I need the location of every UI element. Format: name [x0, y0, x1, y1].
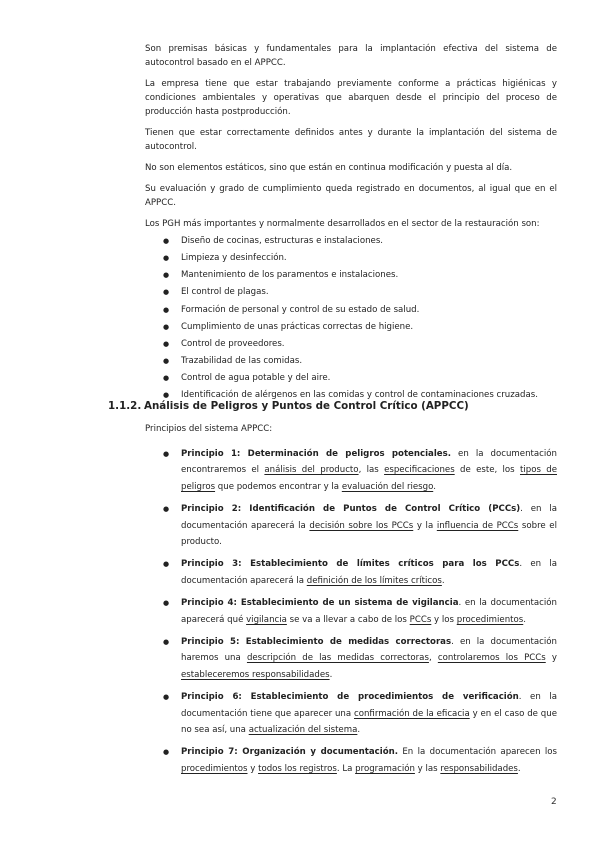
principle-item: [145, 689, 557, 738]
principle-text: que podemos encontrar y la: [215, 481, 342, 492]
intro-paragraph: Tienen que estar correctamente definidos antes y durante la implantación del sistema de autocontrol.: [145, 128, 557, 153]
principle-text: ,: [428, 653, 438, 664]
doc-reference-link[interactable]: procedimientos: [456, 614, 524, 625]
list-item: ● Trazabilidad de las comidas.: [145, 354, 557, 368]
doc-reference-link[interactable]: descripción de las medidas correctoras: [246, 653, 429, 664]
doc-reference-link[interactable]: programación: [355, 763, 415, 774]
doc-reference-link[interactable]: todos los registros: [258, 763, 337, 774]
list-item: ● Formación de personal y control de su estado de salud.: [145, 303, 557, 317]
principle-text: y: [545, 653, 557, 664]
principles-list: [145, 446, 557, 777]
doc-reference-link[interactable]: confirmación de la eficacia: [354, 708, 470, 719]
principle-title: Principio 3: Establecimiento de límites críticos para los PCCs: [181, 559, 520, 570]
list-item: ● Control de proveedores.: [145, 337, 557, 351]
principle-text: y la: [413, 520, 437, 531]
appcc-section: [145, 422, 557, 783]
principle-text: y: [247, 763, 259, 774]
principle-text: . en la documentación aparecerá qué: [181, 598, 557, 625]
intro-paragraph: Los PGH más importantes y normalmente desarrollados en el sector de la restauración son:: [145, 219, 540, 229]
section-number: 1.1.2.: [108, 400, 142, 412]
doc-reference-link[interactable]: definición de los límites críticos: [306, 575, 442, 586]
principle-title: Principio 2: Identificación de Puntos de Control Crítico (PCCs): [181, 504, 521, 515]
principle-text: en la documentación encontraremos el: [181, 449, 557, 476]
intro-paragraph: No son elementos estáticos, sino que están en continua modificación y puesta al día.: [145, 163, 513, 174]
principle-text: .: [329, 669, 333, 680]
principle-text: sobre el producto.: [181, 520, 557, 547]
doc-reference-link[interactable]: especificaciones: [384, 465, 455, 476]
doc-reference-link[interactable]: influencia de PCCs: [436, 520, 519, 531]
principle-item: [145, 501, 557, 550]
doc-reference-link[interactable]: estableceremos responsabilidades: [181, 669, 330, 680]
principle-text: . en la documentación tiene que aparecer una: [181, 692, 557, 719]
intro-paragraph: La empresa tiene que estar trabajando previamente conforme a prácticas higiénicas y condiciones ambientales y operativas que abarquen desde el principio del proceso de producción hasta postproducción.: [145, 79, 557, 118]
principle-text: y las: [414, 763, 441, 774]
page-number: 2: [551, 797, 557, 807]
section-title: Análisis de Peligros y Puntos de Control Crítico (APPCC): [144, 400, 469, 412]
principle-text: .: [357, 724, 361, 735]
list-item: ● Mantenimiento de los paramentos e instalaciones.: [145, 268, 557, 282]
list-item: ● Cumplimiento de unas prácticas correctas de higiene.: [145, 320, 557, 334]
principle-text: .: [517, 763, 521, 774]
principle-text: de este, los: [454, 465, 520, 476]
list-item: ● Control de agua potable y del aire.: [145, 371, 557, 385]
principle-item: [145, 556, 557, 588]
list-item: ● Identificación de alérgenos en las comidas y control de contaminaciones cruzadas.: [145, 388, 557, 402]
list-item: ● Limpieza y desinfección.: [145, 251, 557, 265]
principle-text: .: [523, 614, 526, 625]
doc-reference-link[interactable]: actualización del sistema: [248, 724, 358, 735]
principle-title: Principio 5: Establecimiento de medidas correctoras: [181, 637, 452, 648]
list-item: ● El control de plagas.: [145, 285, 557, 299]
intro-paragraph: Son premisas básicas y fundamentales para la implantación efectiva del sistema de autocontrol basado en el APPCC.: [145, 44, 557, 69]
principle-text: En la documentación aparecen los: [398, 747, 557, 758]
principle-text: .: [441, 575, 445, 586]
pgh-list: [145, 234, 557, 402]
intro-section: [145, 42, 557, 405]
intro-paragraph: Su evaluación y grado de cumplimiento queda registrado en documentos, al igual que en el APPCC.: [145, 184, 557, 209]
principle-text: y los: [431, 614, 457, 625]
principle-title: Principio 7: Organización y documentación.: [181, 747, 398, 758]
principle-item: [145, 634, 557, 683]
principle-text: se va a llevar a cabo de los: [286, 614, 410, 625]
doc-reference-link[interactable]: procedimientos: [181, 763, 248, 774]
section-lead: Principios del sistema APPCC:: [145, 424, 273, 434]
doc-reference-link[interactable]: responsabilidades: [440, 763, 518, 774]
list-item: ● Diseño de cocinas, estructuras e instalaciones.: [145, 234, 557, 248]
doc-reference-link[interactable]: decisión sobre los PCCs: [309, 520, 414, 531]
principle-text: . en la documentación aparecerá la: [181, 504, 557, 531]
principle-item: [145, 595, 557, 627]
doc-reference-link[interactable]: tipos de peligros: [181, 465, 557, 492]
principle-text: .: [433, 481, 436, 492]
doc-reference-link[interactable]: controlaremos los PCCs: [437, 653, 546, 664]
principle-title: Principio 1: Determinación de peligros potenciales.: [181, 449, 451, 460]
principle-item: [145, 744, 557, 776]
doc-reference-link[interactable]: PCCs: [409, 614, 432, 625]
principle-title: Principio 6: Establecimiento de procedimientos de verificación: [181, 692, 519, 703]
principle-text: . en la documentación aparecerá la: [181, 559, 557, 586]
principle-title: Principio 4: Establecimiento de un sistema de vigilancia: [181, 598, 459, 609]
principle-text: . La: [336, 763, 356, 774]
principle-text: y en el caso de que no sea así, una: [181, 708, 557, 735]
section-heading: [108, 400, 469, 412]
principle-text: , las: [358, 465, 385, 476]
principle-item: [145, 446, 557, 495]
doc-reference-link[interactable]: análisis del producto: [264, 465, 359, 476]
principle-text: . en la documentación haremos una: [181, 637, 557, 664]
doc-reference-link[interactable]: evaluación del riesgo: [341, 481, 434, 492]
doc-reference-link[interactable]: vigilancia: [246, 614, 287, 625]
